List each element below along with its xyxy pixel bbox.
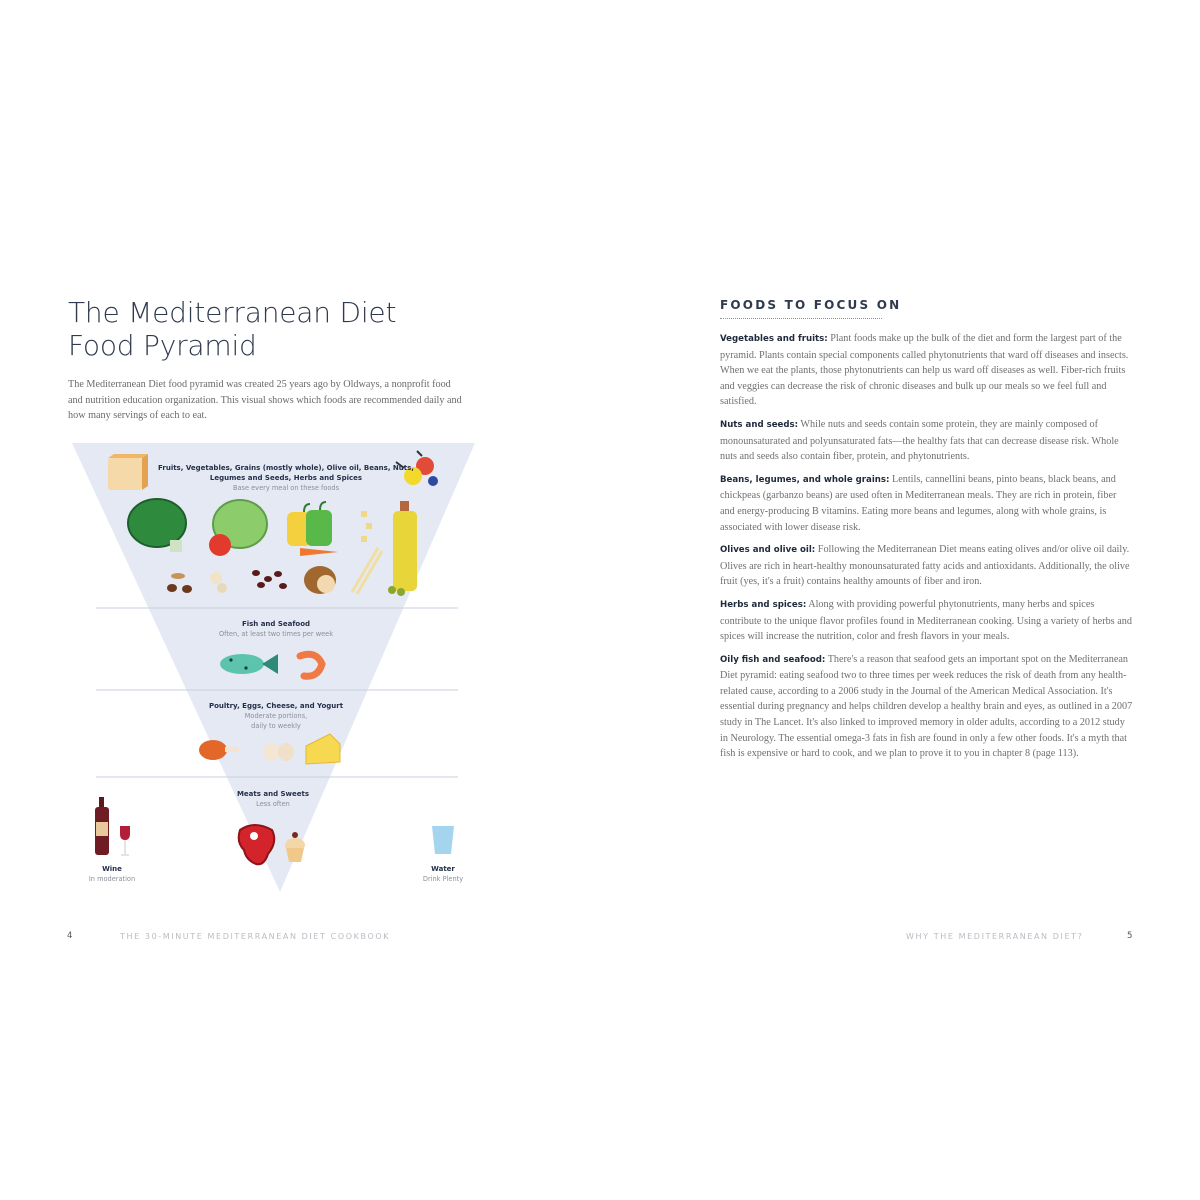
tier-1-sub: Base every meal on these foods <box>232 484 340 492</box>
section-heading: FOODS TO FOCUS ON <box>720 298 902 312</box>
page-number: 5 <box>1127 931 1133 941</box>
water-sub: Drink Plenty <box>422 875 464 883</box>
foods-to-focus-list <box>720 331 1133 769</box>
right-page <box>600 0 1200 1200</box>
running-head: WHY THE MEDITERRANEAN DIET? <box>906 932 1084 941</box>
page-number: 4 <box>67 931 73 941</box>
wine-bottle-icon <box>95 797 109 855</box>
focus-item-vegetables-fruits: Vegetables and fruits: Plant foods make up the bulk of the diet and form the largest part of the pyramid. Plants contain special components called phytonutrients that ward off diseases and insects. When we eat the plants, those phytonutrients can help us ward off diseases as well. Fiber-rich fruits and veggies can decrease the risk of chronic diseases and bulk up our meals so we feel full and satisfied. <box>720 333 1129 408</box>
focus-item-olives: Olives and olive oil: Following the Mediterranean Diet means eating olives and/or olive oil daily. Olives are rich in heart-healthy monounsaturated fatty acids and antioxidants. Additionally, the olive fruit (yes, it's a fruit) contains healthy amounts of fiber and iron. <box>720 544 1130 588</box>
tier-3-label: Poultry, Eggs, Cheese, and Yogurt Moderate portions, daily to weekly <box>176 701 376 731</box>
title-line-1: The Mediterranean Diet <box>68 296 397 329</box>
focus-item-nuts-seeds: Nuts and seeds: While nuts and seeds contain some protein, they are mainly composed of monounsaturated and polyunsaturated fats—the healthy fats that can decrease disease risk. Whole nuts and seeds also contain fiber, protein, and phytonutrients. <box>720 418 1119 463</box>
wine-label: Wine In moderation <box>72 864 152 884</box>
focus-item-beans-legumes-grains: Beans, legumes, and whole grains: Lentils, cannellini beans, pinto beans, black beans, and chickpeas (garbanzo beans) are used often in Mediterranean meals. They are rich in protein, fiber and energy-producing B vitamins. Eating more beans and legumes, along with whole grains, is associated with lower disease risk. <box>720 473 1117 533</box>
tier-1-label: Fruits, Vegetables, Grains (mostly whole), Olive oil, Beans, Nuts, Legumes and Seeds, Herbs and Spices Base every meal on these foods <box>158 464 414 492</box>
focus-item-oily-fish: Oily fish and seafood: There's a reason that seafood gets an important spot on the Mediterranean Diet pyramid: eating seafood two to three times per week reduces the risk of death from any health-related cause, according to a 2006 study in the Journal of the American Medical Association. It's essential during pregnancy and helps children develop a healthy brain and eyes, as outlined in a 2007 study in The Lancet. It's also linked to improved memory in older adults, according to a 2012 study in Neurology. The essential omega-3 fats in fish are found in only a few other foods. It's a myth that fish is expensive or hard to cook, and we plan to prove it to you in chapter 8 (page 113). <box>720 653 1133 760</box>
wine-sub: In moderation <box>88 875 136 883</box>
tier-3-sub-line-1: Moderate portions, <box>244 712 308 720</box>
bread-icon <box>108 454 148 490</box>
intro-paragraph: The Mediterranean Diet food pyramid was created 25 years ago by Oldways, a nonprofit food and nutrition education organization. This visual shows which foods are recommended daily and how many servings of each to eat. <box>68 379 462 421</box>
title-line-2: Food Pyramid <box>68 329 257 362</box>
water-glass-icon <box>432 826 454 854</box>
potato-icon <box>304 566 336 594</box>
tier-4-sub: Less often <box>256 800 290 808</box>
tier-2-label: Fish and Seafood Often, at least two times per week <box>176 619 376 639</box>
heading-underline <box>720 318 882 319</box>
tier-4-label: Meats and Sweets Less often <box>213 789 333 809</box>
tier-2-sub: Often, at least two times per week <box>218 630 334 638</box>
water-label: Water Drink Plenty <box>403 864 483 884</box>
running-head: THE 30-MINUTE MEDITERRANEAN DIET COOKBOOK <box>120 932 391 941</box>
tier-3-sub-line-2: daily to weekly <box>251 722 301 730</box>
focus-item-herbs-spices: Herbs and spices: Along with providing powerful phytonutrients, many herbs and spices contribute to the unique flavor profiles found in Mediterranean cooking. Using a variety of herbs and spices will increase the nutrition, color and fresh flavors in your meals. <box>720 598 1132 643</box>
wine-glass-icon <box>120 826 130 855</box>
